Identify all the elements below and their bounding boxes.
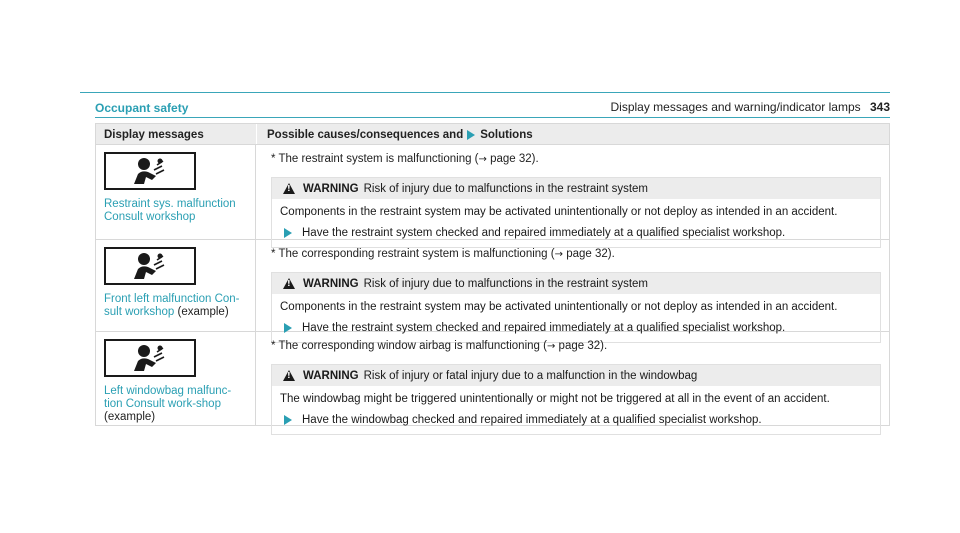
warning-triangle-icon (283, 183, 295, 194)
cause-text (271, 247, 881, 262)
table-row (96, 144, 889, 239)
warning-body-text: The windowbag might be triggered unintentionally or might not be triggered at all in the event of an accident. (280, 393, 830, 405)
page-reference: page 32). (566, 248, 615, 260)
page-number: 343 (869, 100, 890, 114)
warning-body (272, 386, 880, 434)
action-text: Have the restraint system checked and repaired immediately at a qualified specialist workshop. (302, 322, 786, 334)
page-reference: page 32). (490, 153, 539, 165)
play-arrow-icon (467, 130, 475, 140)
message-text: Restraint sys. malfunction Consult workshop (104, 198, 236, 223)
cause-text (271, 152, 881, 167)
message-text: Front left malfunction Con-sult workshop (104, 293, 240, 318)
action-item (280, 226, 872, 240)
cause-cell (256, 332, 889, 425)
message-cell (96, 240, 256, 331)
cause-text-main: * The corresponding restraint system is malfunctioning ( (271, 248, 555, 260)
page-reference: page 32). (558, 340, 608, 352)
page-header (595, 100, 890, 114)
section-title: Occupant safety (95, 101, 189, 115)
section-divider (95, 117, 890, 118)
table-row (96, 331, 889, 425)
message-suffix: (example) (104, 411, 156, 423)
action-text: Have the windowbag checked and repaired immediately at a qualified specialist workshop. (302, 414, 762, 426)
warning-box (271, 177, 881, 248)
airbag-warning-icon (104, 339, 196, 377)
airbag-warning-icon (104, 152, 196, 190)
warning-body-text: Components in the restraint system may be activated unintentionally or not deploy as intended in an accident. (280, 206, 838, 218)
warning-body-text: Components in the restraint system may be activated unintentionally or not deploy as intended in an accident. (280, 301, 838, 313)
display-message (104, 385, 247, 424)
play-arrow-icon (284, 415, 292, 425)
message-cell (96, 332, 256, 425)
display-message (104, 198, 247, 224)
reference-arrow-icon: → (546, 341, 556, 352)
table-row (96, 239, 889, 334)
cause-cell (256, 240, 889, 334)
message-text: Left windowbag malfunc-tion Consult work-shop (104, 385, 232, 410)
header-title: Display messages and warning/indicator lamps (610, 100, 861, 114)
cause-text-main: * The restraint system is malfunctioning ( (271, 153, 479, 165)
reference-arrow-icon: → (554, 249, 563, 260)
messages-table (95, 123, 890, 426)
warning-header (272, 273, 880, 294)
warning-label: WARNING (303, 277, 359, 290)
warning-title: Risk of injury due to malfunctions in the restraint system (363, 182, 649, 195)
message-cell (96, 145, 256, 239)
action-item (280, 413, 872, 427)
warning-triangle-icon (283, 370, 295, 381)
action-text: Have the restraint system checked and repaired immediately at a qualified specialist workshop. (302, 227, 786, 239)
warning-triangle-icon (283, 278, 295, 289)
cause-text-main: * The corresponding window airbag is malfunctioning ( (271, 340, 547, 352)
cause-cell (256, 145, 889, 239)
reference-arrow-icon: → (478, 154, 487, 165)
col-header-solutions-label: Solutions (480, 129, 533, 141)
message-suffix: (example) (177, 306, 229, 318)
col-header-display-messages: Display messages (96, 124, 256, 144)
cause-text (271, 339, 881, 354)
col-header-causes (257, 124, 889, 144)
play-arrow-icon (284, 228, 292, 238)
table-header (96, 124, 889, 144)
airbag-warning-icon (104, 247, 196, 285)
top-divider (80, 92, 890, 93)
warning-title: Risk of injury due to malfunctions in the restraint system (363, 277, 649, 290)
col-header-causes-label: Possible causes/consequences and (267, 129, 464, 141)
warning-box (271, 364, 881, 435)
warning-label: WARNING (303, 369, 359, 382)
warning-header (272, 365, 880, 386)
display-message (104, 293, 247, 319)
warning-title: Risk of injury or fatal injury due to a malfunction in the windowbag (363, 369, 698, 382)
warning-header (272, 178, 880, 199)
warning-label: WARNING (303, 182, 359, 195)
